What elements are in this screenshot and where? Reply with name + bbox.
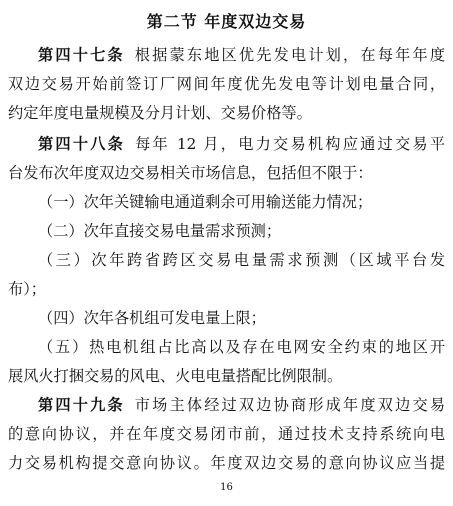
article-48-item-3: （三）次年跨省跨区交易电量需求预测（区域平台发 (38, 251, 445, 269)
article-48-line-2: 台发布次年度双边交易相关市场信息，包括但不限于： (8, 164, 373, 182)
article-48-text-1: 每年 12 月，电力交易机构应通过交易平 (135, 135, 445, 153)
article-48-line-1 (8, 130, 445, 159)
article-49-label: 第四十九条 (38, 396, 125, 414)
section-title: 第二节 年度双边交易 (146, 12, 307, 31)
article-47-label: 第四十七条 (38, 46, 125, 64)
article-48-item-4: （四）次年各机组可发电量上限； (38, 309, 266, 327)
article-47-line-1 (8, 41, 445, 70)
article-48-item-1: （一）次年关键输电通道剩余可用输送能力情况； (38, 193, 373, 211)
article-48-item-5: （五）热电机组占比高以及存在电网安全约束的地区开 (38, 338, 445, 356)
article-47-line-3: 约定年度电量规模及分月计划、交易价格等。 (8, 104, 312, 122)
article-48-label: 第四十八条 (38, 135, 126, 153)
article-49-line-1 (8, 391, 445, 420)
article-49-text-1: 市场主体经过双边协商形成年度双边交易 (134, 396, 445, 414)
article-49-line-3: 力交易机构提交意向协议。年度双边交易的意向协议应当提 (8, 454, 445, 472)
article-47-line-2: 双边交易开始前签订厂网间年度优先发电等计划电量合同， (8, 75, 445, 93)
article-47-text-1: 根据蒙东地区优先发电计划，在每年年度 (134, 46, 445, 64)
article-48-item-3-cont: 布）； (8, 280, 46, 298)
article-48-item-2: （二）次年直接交易电量需求预测； (38, 222, 281, 240)
page-number: 16 (220, 482, 233, 493)
article-49-line-2: 的意向协议，并在年度交易闭市前，通过技术支持系统向电 (8, 425, 445, 443)
article-48-item-5-cont: 展风火打捆交易的风电、火电电量搭配比例限制。 (8, 367, 343, 385)
